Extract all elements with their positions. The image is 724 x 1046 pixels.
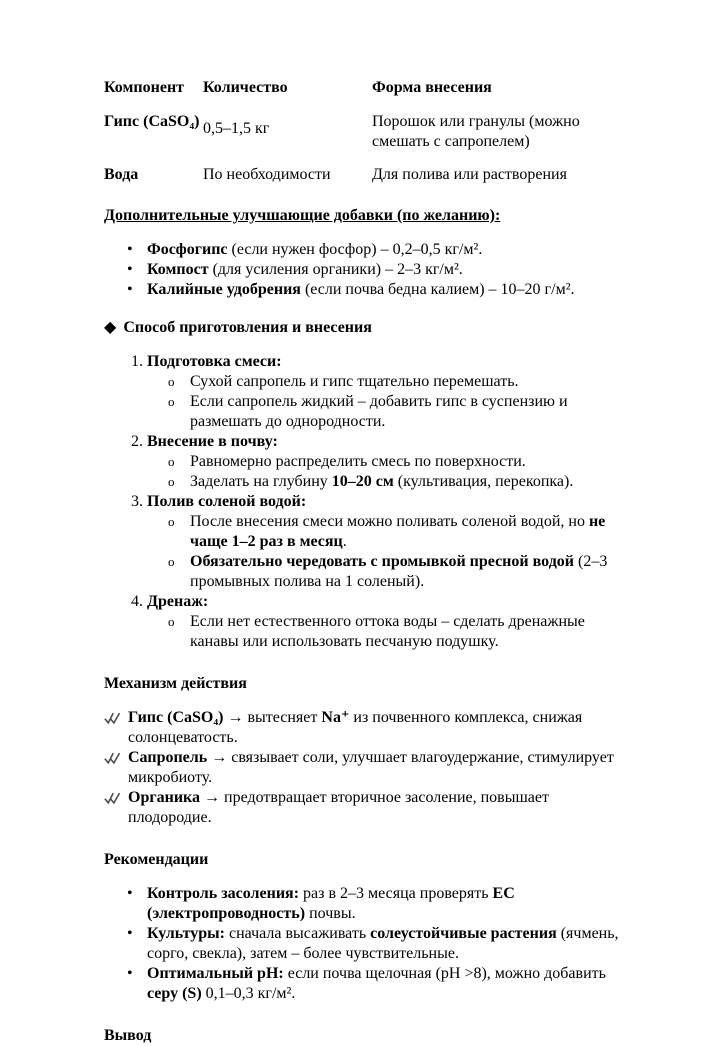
list-item	[104, 884, 624, 924]
sub-item-text: Если сапропель жидкий – добавить гипс в суспензию и размешать до однородности.	[190, 393, 568, 430]
bullet-icon: •	[127, 261, 133, 278]
step-title: Внесение в почву:	[147, 433, 278, 450]
table-cell-quantity: 0,5–1,5 кг	[203, 119, 270, 137]
step-title: Полив соленой водой:	[147, 493, 307, 510]
bullet-icon: •	[127, 241, 133, 258]
sub-bullet-icon: o	[168, 374, 175, 389]
number-marker: 4.	[131, 593, 143, 610]
list-item-text: Контроль засоления: раз в 2–3 месяца проверять EC (электропроводность) почвы.	[147, 885, 515, 922]
sub-bullet-icon: o	[168, 394, 175, 409]
table-header-component: Компонент	[104, 79, 185, 96]
bullet-icon: •	[127, 925, 133, 942]
sub-item	[104, 452, 624, 472]
bullet-icon: •	[127, 885, 133, 902]
bullet-icon: •	[127, 281, 133, 298]
sub-item-text: Если нет естественного оттока воды – сделать дренажные канавы или использовать песчаную подушку.	[190, 613, 585, 650]
method-heading	[104, 318, 624, 338]
additives-heading: Дополнительные улучшающие добавки (по желанию):	[104, 207, 501, 224]
sub-item-text: Обязательно чередовать с промывкой пресной водой (2–3 промывных полива на 1 соленый).	[190, 553, 608, 590]
numbered-item	[104, 432, 624, 452]
list-item	[104, 964, 624, 1004]
sub-bullet-icon: o	[168, 614, 175, 629]
sub-item	[104, 372, 624, 392]
sub-item	[104, 392, 624, 432]
table-cell-component: Вода	[104, 166, 139, 183]
components-table	[104, 78, 624, 185]
conclusion-heading: Вывод	[104, 1027, 152, 1044]
list-item-text: Компост (для усиления органики) – 2–3 кг/м².	[147, 261, 463, 278]
check-item	[104, 708, 624, 748]
number-marker: 2.	[131, 433, 143, 450]
additives-list	[104, 240, 624, 300]
mechanism-list	[104, 708, 624, 828]
double-check-icon	[104, 751, 122, 771]
sub-item	[104, 552, 624, 592]
sub-bullet-icon: o	[168, 474, 175, 489]
check-item-text: Сапропель → связывает соли, улучшает влагоудержание, стимулирует микробиоту.	[128, 749, 614, 786]
list-item-text: Калийные удобрения (если почва бедна калием) – 10–20 г/м².	[147, 281, 575, 298]
recommendations-list	[104, 884, 624, 1004]
table-cell-form: Порошок или гранулы (можно смешать с сапропелем)	[372, 113, 580, 150]
sub-bullet-icon: o	[168, 554, 175, 569]
check-item	[104, 748, 624, 788]
sub-item-text: Заделать на глубину 10–20 см (культивация, перекопка).	[190, 473, 574, 490]
list-item-text: Фосфогипс (если нужен фосфор) – 0,2–0,5 кг/м².	[147, 241, 483, 258]
number-marker: 3.	[131, 493, 143, 510]
table-cell-component: Гипс (CaSO₄)	[104, 113, 200, 130]
table-header-quantity: Количество	[203, 79, 288, 96]
table-header-form: Форма внесения	[372, 79, 492, 96]
sub-bullet-icon: o	[168, 514, 175, 529]
sub-item	[104, 472, 624, 492]
method-heading-text: Способ приготовления и внесения	[123, 319, 372, 336]
sub-bullet-icon: o	[168, 454, 175, 469]
sub-item	[104, 512, 624, 552]
numbered-item	[104, 492, 624, 512]
list-item	[104, 240, 624, 260]
diamond-icon: ◆	[104, 319, 117, 336]
check-item	[104, 788, 624, 828]
step-title: Подготовка смеси:	[147, 353, 282, 370]
list-item-text: Культуры: сначала высаживать солеустойчивые растения (ячмень, сорго, свекла), затем – более чувствительные.	[147, 925, 619, 962]
check-item-text: Гипс (CaSO₄) → вытесняет Na⁺ из почвенного комплекса, снижая солонцеватость.	[128, 709, 583, 746]
double-check-icon	[104, 791, 122, 811]
numbered-item	[104, 592, 624, 612]
list-item	[104, 260, 624, 280]
list-item	[104, 280, 624, 300]
sub-item-text: Равномерно распределить смесь по поверхности.	[190, 453, 526, 470]
method-steps-list	[104, 352, 624, 652]
number-marker: 1.	[131, 353, 143, 370]
list-item	[104, 924, 624, 964]
recommendations-heading: Рекомендации	[104, 851, 209, 868]
table-cell-quantity: По необходимости	[203, 166, 331, 183]
double-check-icon	[104, 711, 122, 731]
sub-item-text: Сухой сапропель и гипс тщательно перемешать.	[190, 373, 519, 390]
check-item-text: Органика → предотвращает вторичное засоление, повышает плодородие.	[128, 789, 549, 826]
step-title: Дренаж:	[147, 593, 209, 610]
list-item-text: Оптимальный pH: если почва щелочная (pH >8), можно добавить серу (S) 0,1–0,3 кг/м².	[147, 965, 606, 1002]
sub-item	[104, 612, 624, 652]
sub-item-text: После внесения смеси можно поливать соленой водой, но не чаще 1–2 раз в месяц.	[190, 513, 606, 550]
numbered-item	[104, 352, 624, 372]
table-cell-form: Для полива или растворения	[372, 166, 567, 183]
bullet-icon: •	[127, 965, 133, 982]
mechanism-heading: Механизм действия	[104, 675, 247, 692]
